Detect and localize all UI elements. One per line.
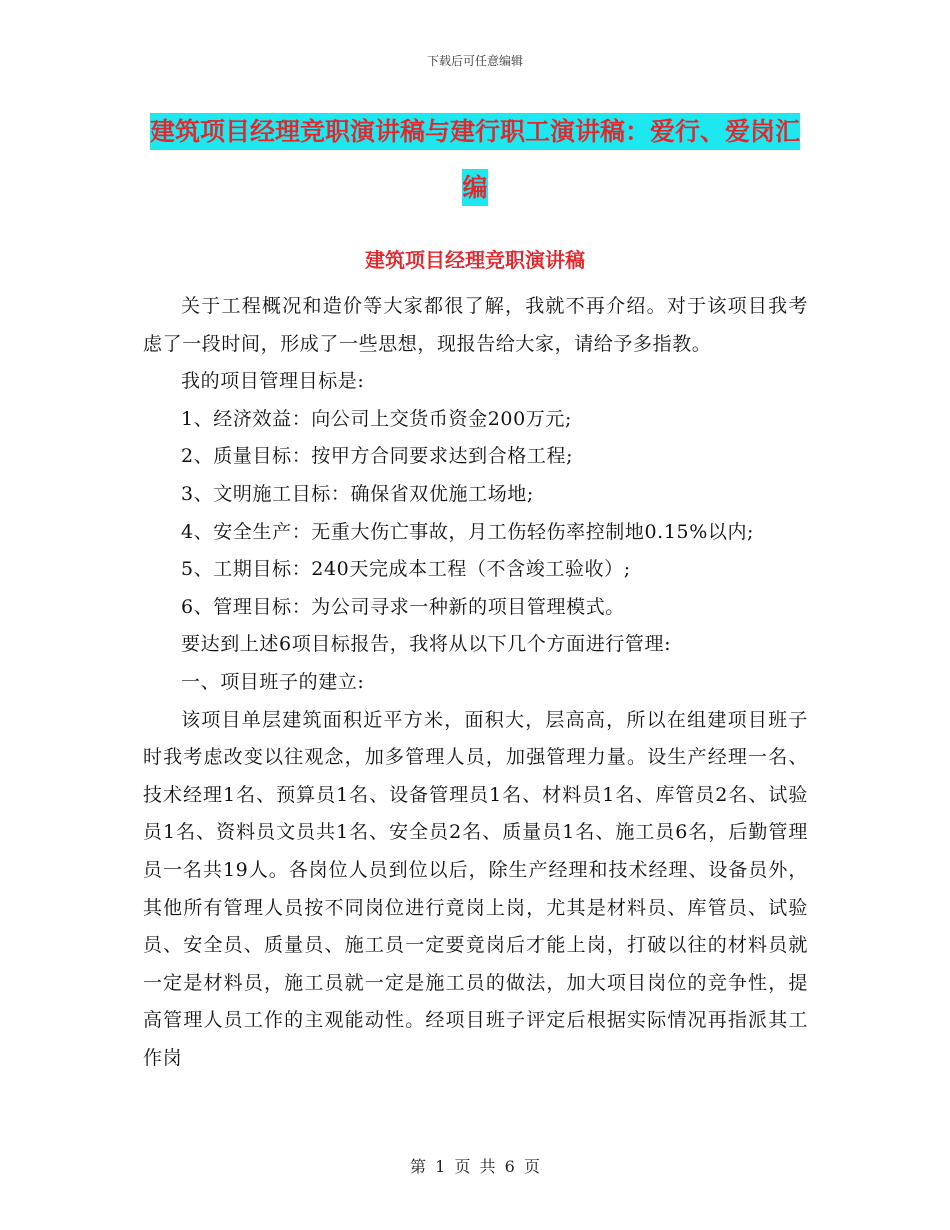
paragraph: 关于工程概况和造价等大家都很了解，我就不再介绍。对于该项目我考虑了一段时间，形成了一些思想，现报告给大家，请给予多指教。	[143, 295, 808, 355]
paragraph: 要达到上述6项目标报告，我将从以下几个方面进行管理:	[181, 633, 672, 656]
paragraph: 该项目单层建筑面积近平方米，面积大，层高高，所以在组建项目班子时我考虑改变以往观念，加多管理人员，加强管理力量。设生产经理一名、技术经理1名、预算员1名、设备管理员1名、材料员1名、库管员2名、试验员1名、资料员文员共1名、安全员2名、质量员1名、施工员6名，后勤管理员一名共19人。各岗位人员到位以后，除生产经理和技术经理、设备员外，其他所有管理人员按不同岗位进行竟岗上岗，尤其是材料员、库管员、试验员、安全员、质量员、施工员一定要竟岗后才能上岗，打破以往的材料员就一定是材料员，施工员就一定是施工员的做法，加大项目岗位的竞争性，提高管理人员工作的主观能动性。经项目班子评定后根据实际情况再指派其工作岗	[143, 708, 808, 1069]
footer-page-number: 1	[435, 1157, 446, 1176]
footer-total-unit: 页	[523, 1157, 540, 1176]
footer-page-unit: 页	[454, 1157, 471, 1176]
page-footer	[0, 1154, 950, 1177]
section-title: 建筑项目经理竞职演讲稿	[365, 248, 585, 272]
list-item: 2、质量目标：按甲方合同要求达到合格工程;	[181, 445, 574, 468]
list-item: 1、经济效益：向公司上交货币资金200万元;	[181, 407, 572, 430]
paragraph: 我的项目管理目标是:	[181, 370, 365, 393]
subheading: 一、项目班子的建立:	[181, 670, 365, 693]
document-title	[150, 104, 800, 216]
footer-prefix: 第	[410, 1157, 427, 1176]
page-header-note: 下载后可任意编辑	[426, 54, 523, 68]
list-item: 4、安全生产：无重大伤亡事故，月工伤轻伤率控制地0.15%以内;	[181, 520, 755, 543]
list-item: 3、文明施工目标：确保省双优施工场地;	[181, 482, 534, 505]
list-item: 5、工期目标：240天完成本工程（不含竣工验收）;	[181, 558, 631, 581]
footer-total-pages: 6	[504, 1157, 515, 1176]
document-body	[143, 288, 808, 1077]
list-item: 6、管理目标：为公司寻求一种新的项目管理模式。	[181, 595, 625, 618]
document-title-text: 建筑项目经理竞职演讲稿与建行职工演讲稿：爱行、爱岗汇编	[150, 113, 800, 206]
footer-total-prefix: 共	[479, 1157, 496, 1176]
